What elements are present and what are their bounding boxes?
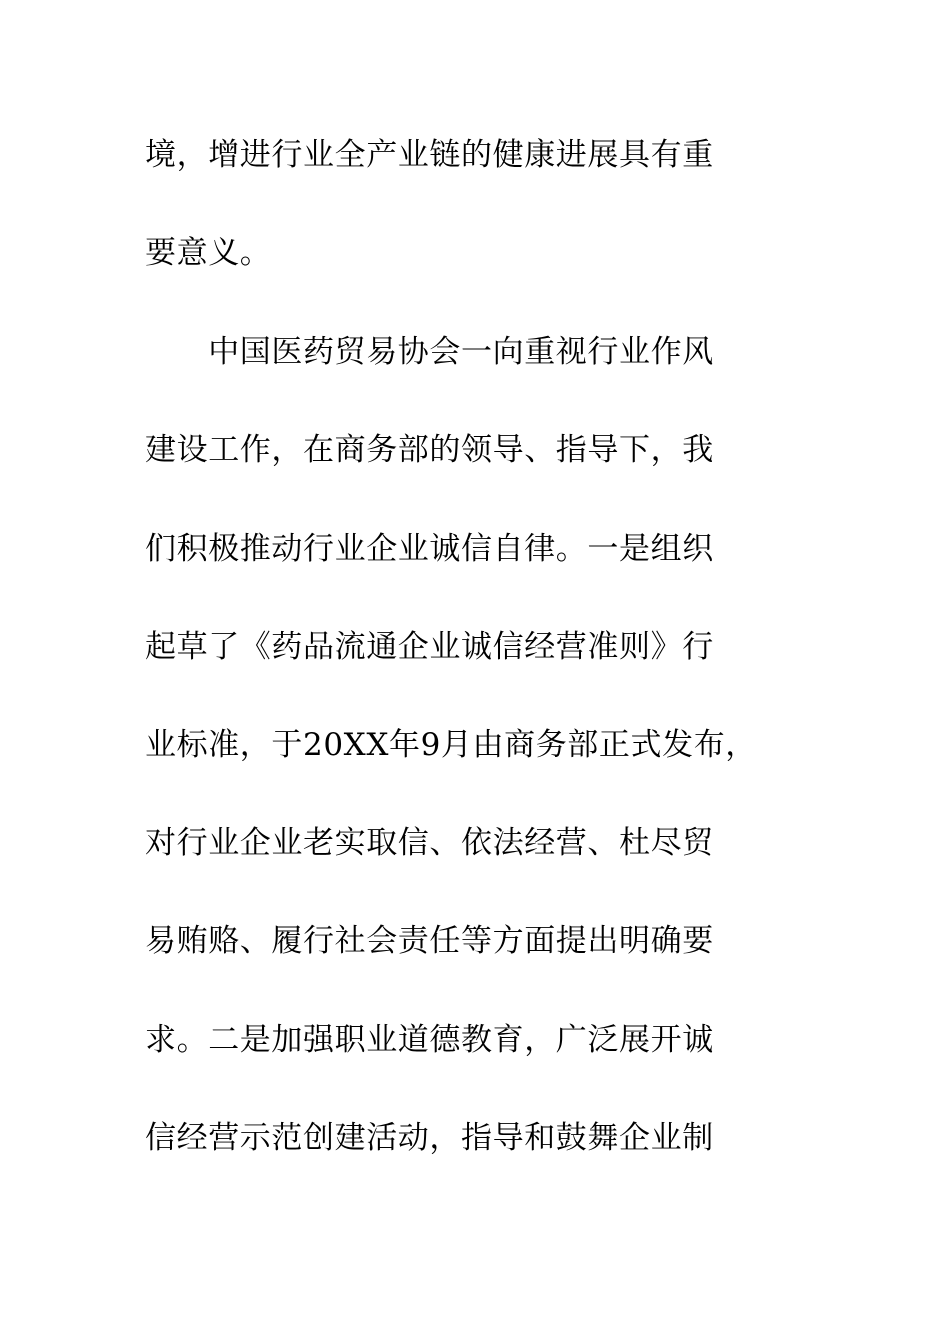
text-line: 起草了《药品流通企业诚信经营准则》行 [145,629,714,665]
text-line: 建设工作，在商务部的领导、指导下，我 [145,432,714,468]
paragraph-start-line: 中国医药贸易协会一向重视行业作风 [145,334,714,370]
text-line: 信经营示范创建活动，指导和鼓舞企业制 [145,1120,714,1156]
text-line: 对行业企业老实取信、依法经营、杜尽贸 [145,825,714,861]
text-line: 业标准，于20XX年9月由商务部正式发布， [145,727,757,763]
text-line: 求。二是加强职业道德教育，广泛展开诚 [145,1022,714,1058]
text-line: 要意义。 [145,235,272,271]
text-line: 们积极推动行业企业诚信自律。一是组织 [145,531,714,567]
text-line: 易贿赂、履行社会责任等方面提出明确要 [145,923,714,959]
text-line: 境，增进行业全产业链的健康进展具有重 [145,137,714,173]
